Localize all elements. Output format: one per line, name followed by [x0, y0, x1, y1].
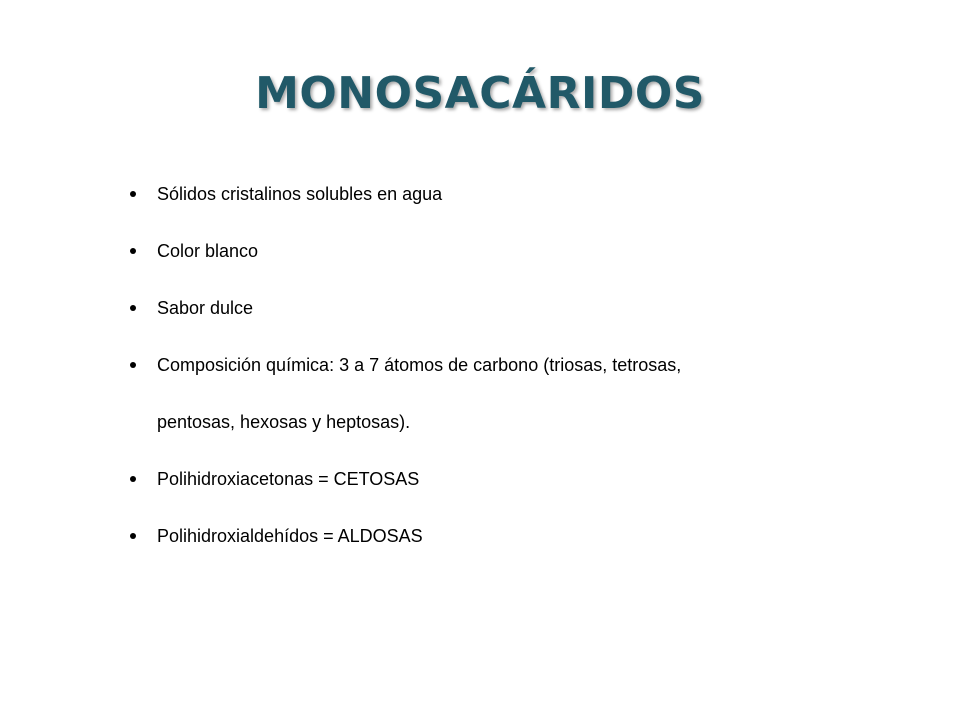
slide-title: MONOSACÁRIDOS: [255, 68, 705, 119]
bullet-text: Polihidroxialdehídos = ALDOSAS: [157, 526, 423, 546]
bullet-dot-icon: [130, 362, 136, 368]
bullet-text: Sólidos cristalinos solubles en agua: [157, 184, 443, 204]
bullet-dot-icon: [130, 248, 136, 254]
bullet-list: [126, 180, 846, 579]
bullet-text: Polihidroxiacetonas = CETOSAS: [157, 469, 420, 489]
bullet-text: Composición química: 3 a 7 átomos de carbono (triosas, tetrosas,: [157, 355, 682, 375]
bullet-dot-icon: [130, 533, 136, 539]
bullet-text: Color blanco: [157, 241, 259, 261]
bullet-text: Sabor dulce: [157, 298, 254, 318]
bullet-item: [126, 294, 846, 322]
bullet-dot-icon: [130, 191, 136, 197]
bullet-continuation: pentosas, hexosas y heptosas).: [157, 412, 411, 432]
bullet-item: [126, 237, 846, 265]
bullet-dot-icon: [130, 476, 136, 482]
bullet-dot-icon: [130, 305, 136, 311]
bullet-item: [126, 180, 846, 208]
bullet-item: [126, 465, 846, 493]
bullet-item: [126, 522, 846, 550]
bullet-item: [126, 351, 846, 436]
